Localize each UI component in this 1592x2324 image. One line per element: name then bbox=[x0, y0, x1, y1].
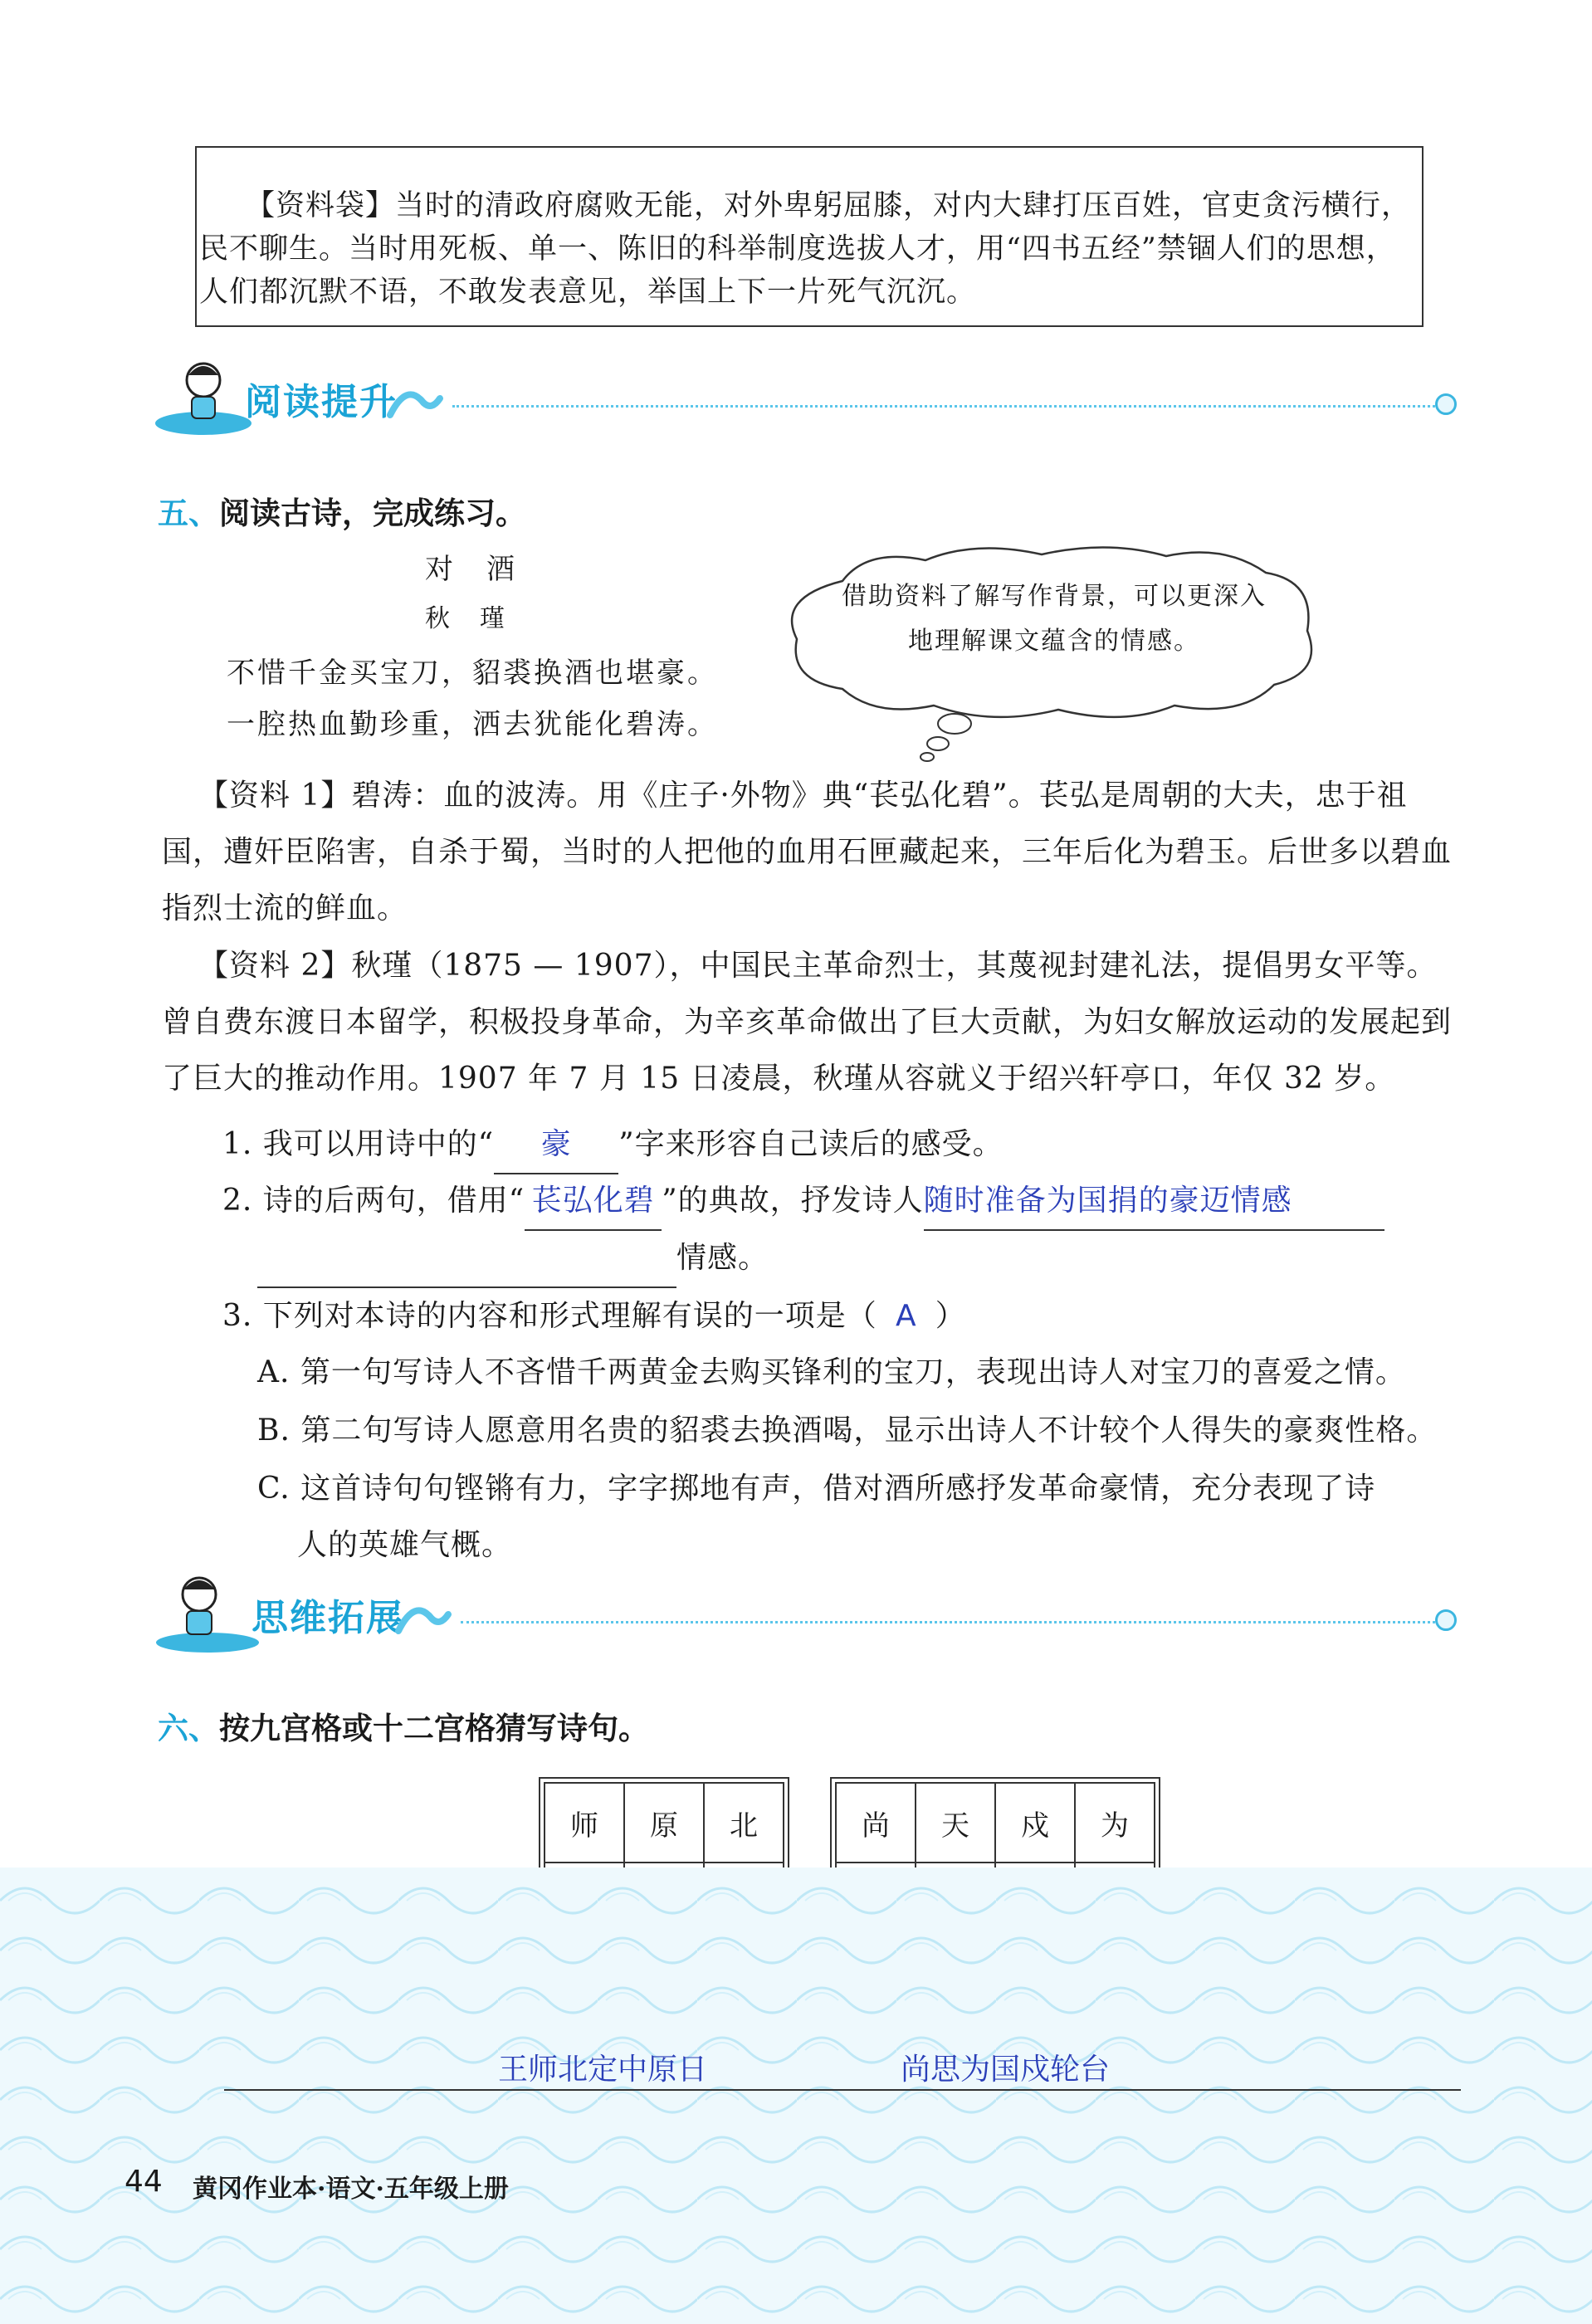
grid-cell: 原 bbox=[624, 1783, 704, 1863]
question-6-title bbox=[158, 1703, 649, 1748]
grid-cell: 北 bbox=[704, 1783, 784, 1863]
section-title-thinking: 思维拓展 bbox=[251, 1597, 404, 1639]
question-5-item-3 bbox=[222, 1288, 1467, 1345]
item-3-prefix: 3. 下列对本诗的内容和形式理解有误的一项是（ bbox=[222, 1299, 877, 1333]
option-c-line-1: C. 这首诗句句铿锵有力，字字掷地有声，借对酒所感抒发革命豪情，充分表现了诗 bbox=[257, 1472, 1376, 1506]
book-title: 黄冈作业本·语文·五年级上册 bbox=[193, 2175, 509, 2204]
item-2-answer-field-1[interactable]: 苌弘化碧 bbox=[525, 1173, 662, 1231]
item-1-prefix: 1. 我可以用诗中的“ bbox=[222, 1127, 495, 1161]
poem-line-1: 不惜千金买宝刀，貂裘换酒也堪豪。 bbox=[227, 657, 718, 690]
poem-author: 秋 瑾 bbox=[425, 604, 507, 633]
thought-bubble-text: 借助资料了解写作背景，可以更深入地理解课文蕴含的情感。 bbox=[842, 582, 1267, 656]
child-surfing-icon bbox=[154, 1573, 261, 1656]
section-end-icon bbox=[1435, 1609, 1457, 1631]
option-c-line-2: 人的英雄气概。 bbox=[297, 1528, 513, 1562]
wave-icon bbox=[394, 1598, 452, 1639]
page-number: 44 bbox=[125, 2165, 163, 2199]
child-reading-icon bbox=[154, 357, 253, 440]
item-2-answer-field-2[interactable]: 随时准备为国捐的豪迈情感 bbox=[924, 1173, 1384, 1231]
section-end-icon bbox=[1435, 393, 1457, 415]
section-title-reading: 阅读提升 bbox=[245, 381, 398, 423]
option-a: A. 第一句写诗人不吝惜千两黄金去购买锋利的宝刀，表现出诗人对宝刀的喜爱之情。 bbox=[257, 1355, 1406, 1389]
question-6-number: 六、 bbox=[158, 1711, 219, 1746]
grid-cell: 尚 bbox=[836, 1783, 916, 1863]
answer-line[interactable] bbox=[224, 2087, 1461, 2091]
grid-cell: 为 bbox=[1075, 1783, 1155, 1863]
question-6-text: 按九宫格或十二宫格猜写诗句。 bbox=[219, 1711, 649, 1746]
item-3-answer-field[interactable]: A bbox=[895, 1299, 917, 1333]
material-2: 【资料 2】秋瑾（1875 — 1907），中国民主革命烈士，其蔑视封建礼法，提倡男女平等。曾自费东渡日本留学，积极投身革命，为辛亥革命做出了巨大贡献，为妇女解放运动的发展起到了巨大的推动作用。1907 年 7 月 15 日凌晨，秋瑾从容就义于绍兴轩亭口，年仅 32 岁。 bbox=[162, 949, 1453, 1096]
item-3-suffix: ） bbox=[935, 1299, 966, 1333]
grid-cell: 戍 bbox=[995, 1783, 1075, 1863]
question-5-item-2 bbox=[222, 1173, 1467, 1231]
wave-background bbox=[0, 1868, 1592, 2324]
section-banner-reading bbox=[154, 357, 1473, 440]
item-2-answer-field-2-continued[interactable] bbox=[257, 1230, 676, 1288]
question-5-text: 阅读古诗，完成练习。 bbox=[219, 496, 526, 531]
poem-line-2: 一腔热血勤珍重，洒去犹能化碧涛。 bbox=[227, 708, 718, 741]
wave-icon bbox=[386, 382, 444, 423]
grid-cell: 天 bbox=[916, 1783, 995, 1863]
question-5-number: 五、 bbox=[158, 496, 219, 531]
question-5-item-1 bbox=[222, 1116, 1467, 1174]
item-1-suffix: ”字来形容自己读后的感受。 bbox=[618, 1127, 1004, 1161]
grid-cell: 师 bbox=[545, 1783, 624, 1863]
material-1: 【资料 1】碧涛：血的波涛。用《庄子·外物》典“苌弘化碧”。苌弘是周朝的大夫，忠于祖国，遭奸臣陷害，自杀于蜀，当时的人把他的血用石匣藏起来，三年后化为碧玉。后世多以碧血指烈士流的鲜血。 bbox=[162, 779, 1453, 925]
question-5-item-2-line-2 bbox=[257, 1230, 769, 1288]
question-5-title bbox=[158, 488, 526, 533]
poem-title: 对 酒 bbox=[425, 553, 517, 586]
info-box-text: 【资料袋】当时的清政府腐败无能，对外卑躬屈膝，对内大肆打压百姓，官吏贪污横行，民不聊生。当时用死板、单一、陈旧的科举制度选拔人才，用“四书五经”禁锢人们的思想，人们都沉默不语，不敢发表意见，举国上下一片死气沉沉。 bbox=[199, 189, 1412, 309]
item-2-suffix: 情感。 bbox=[676, 1241, 769, 1275]
answer-poem-line-1: 王师北定中原日 bbox=[498, 2053, 708, 2087]
section-banner-thinking bbox=[154, 1573, 1473, 1656]
option-b: B. 第二句写诗人愿意用名贵的貂裘去换酒喝，显示出诗人不计较个人得失的豪爽性格。 bbox=[257, 1413, 1438, 1448]
answer-poem-line-2: 尚思为国戍轮台 bbox=[901, 2053, 1111, 2087]
item-2-middle: ”的典故，抒发诗人 bbox=[662, 1184, 924, 1218]
item-2-prefix: 2. 诗的后两句，借用“ bbox=[222, 1184, 525, 1218]
item-1-answer-field[interactable]: 豪 bbox=[494, 1116, 618, 1174]
